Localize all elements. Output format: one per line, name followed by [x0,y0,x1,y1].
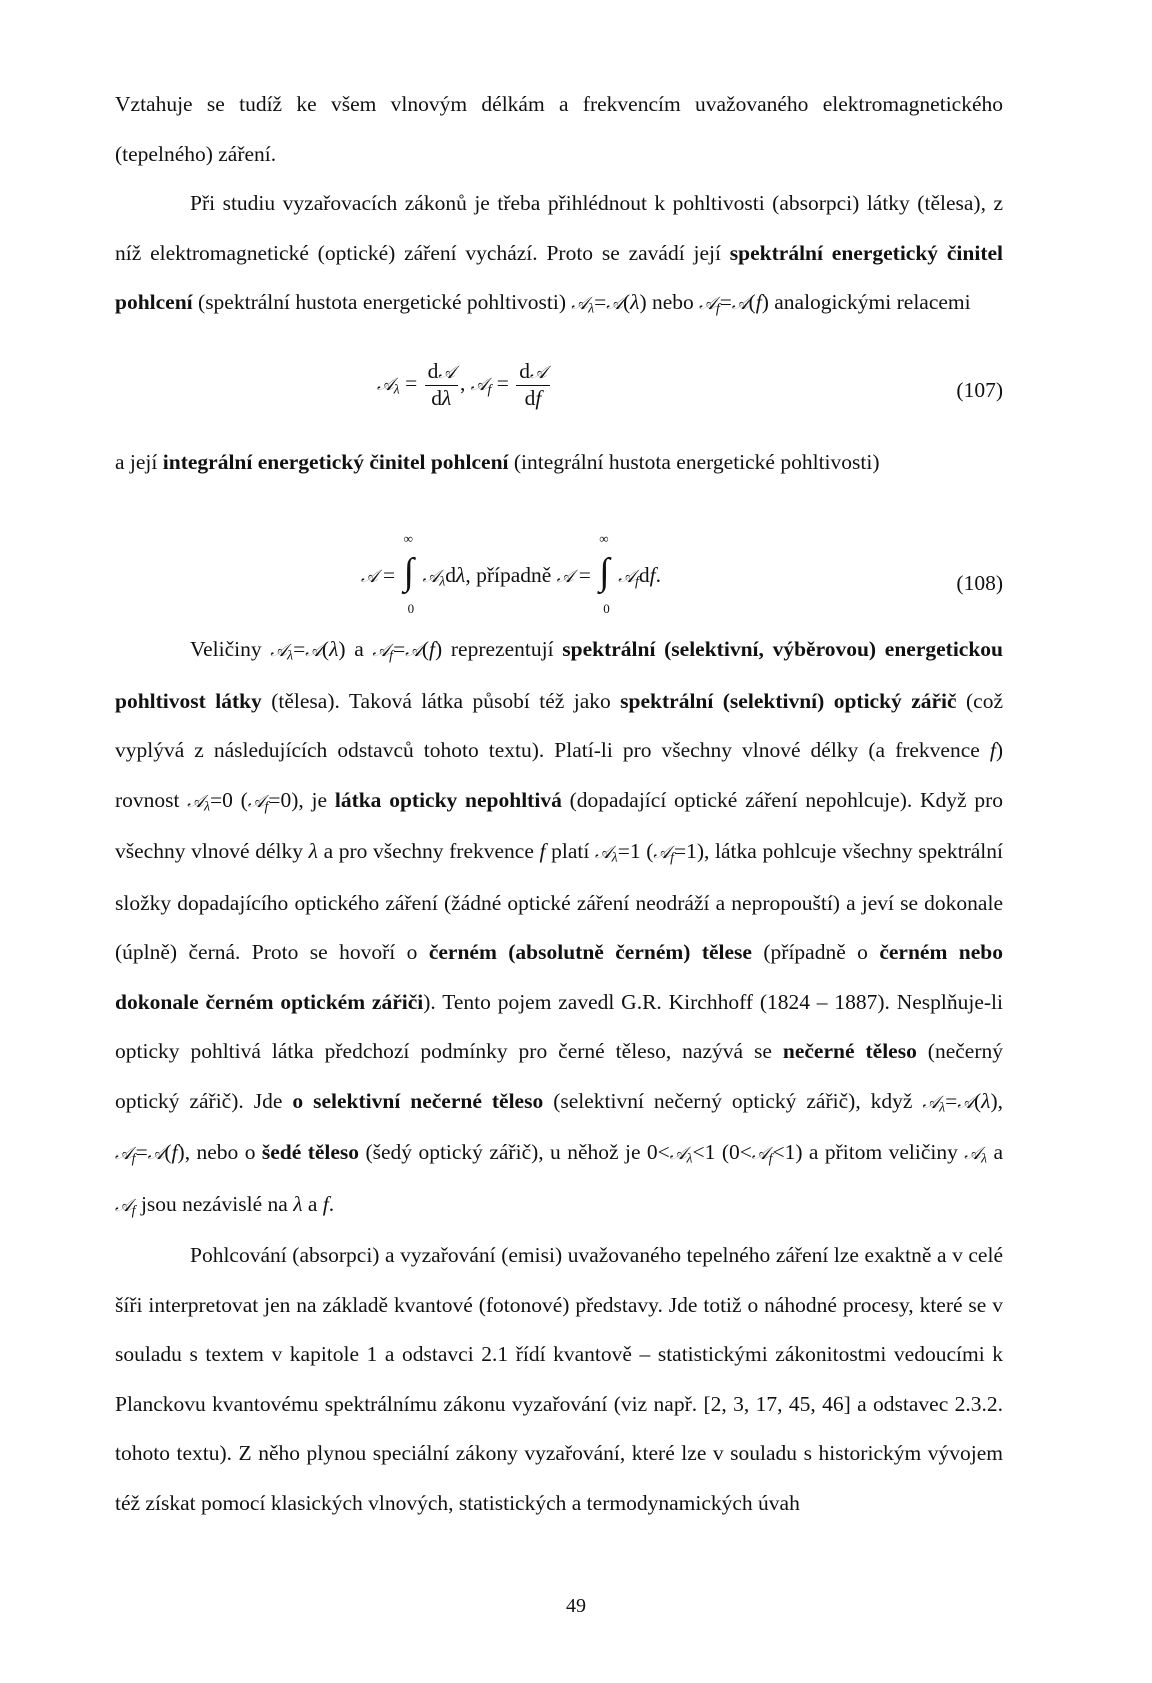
text-span: a [345,637,373,661]
math-symbol: λ [456,562,466,587]
text-block-bottom [115,625,1003,1528]
text-span: , případně [465,562,552,587]
math-symbol: λ [442,385,452,410]
text-span: (nečerný optický zářič). Jde [115,1039,1003,1113]
text-block-p3 [115,438,1003,487]
bold-term: o selektivní nečerné těleso [292,1088,544,1113]
integral-lower-limit: 0 [407,601,415,616]
text-span: (integrální hustota energetické pohltivosti) [508,450,880,474]
text-span: (případně o [751,940,880,964]
integral-symbol: ∫ [403,551,414,593]
math-symbol: f [322,1191,329,1216]
integral-upper-limit: ∞ [403,531,413,546]
text-span: , nebo o [184,1140,262,1164]
bold-term: černém nebo dokonale černém optickém zářiči [115,940,1003,1014]
fraction-dA-dlambda [425,360,458,410]
fraction-dA-df [516,360,549,410]
bold-term: spektrální (selektivní, výběrovou) energetickou pohltivost látky [115,637,1004,713]
math-symbol: ( [164,1140,172,1164]
math-symbol: = [383,562,396,587]
text-span: analogickými relacemi [768,290,971,314]
math-symbol: ( [973,1088,982,1113]
text-span: reprezentují [442,637,563,661]
equation-108 [115,531,1003,616]
math-symbol: f [535,385,542,410]
math-symbol: 𝒜 [405,641,422,661]
math-symbol: < [657,1140,670,1164]
math-symbol: f [264,798,269,814]
math-symbol: f [649,562,656,587]
bold-term: šedé těleso [261,1140,360,1164]
math-symbol: 0 [280,787,292,812]
math-symbol: = [210,787,223,812]
math-symbol: λ [308,839,318,863]
math-symbol: f [755,290,762,314]
text-span: ) a přitom veličiny [795,1140,965,1164]
math-symbol: = [578,562,591,587]
text-span: (tělesa). Taková látka působí též jako [261,688,621,713]
math-symbol: f [389,648,394,664]
bold-term: integrální energetický činitel pohlcení [162,450,509,474]
bold-term: spektrální (selektivní) optický zářič [620,688,957,713]
text-span: ), je [291,787,335,812]
math-symbol: d [445,562,457,587]
math-symbol: λ [981,1088,991,1113]
math-symbol: λ [439,574,446,590]
text-block-top [115,79,1003,330]
math-symbol: < [772,1140,785,1164]
math-symbol: 𝒜 [571,294,589,314]
text-span: (spektrální hustota energetické pohltivosti) [192,290,572,314]
math-symbol: 1 [704,1140,716,1164]
math-symbol: = [719,290,732,314]
math-symbol: λ [980,1151,988,1167]
equation-number: (107) [956,378,1003,402]
math-symbol: d [638,562,650,587]
text-span: (dopadající optické záření nepohlcuje). Když pro všechny vlnové délky [115,787,1003,863]
math-symbol: = [673,839,687,863]
integral-sign [597,531,617,616]
math-symbol: = [945,1088,958,1113]
math-symbol: , [460,371,466,396]
page-number: 49 [566,1595,586,1617]
text-span: Vztahuje se tudíž ke všem vlnovým délkám a frekvencím uvažovaného elektromagnetického (tepelného) záření. [115,92,1003,166]
text-span: ), látka pohlcuje všechny spektrální složky dopadajícího optického záření (žádné optické záření neodráží a nepropouští) a jeví se dokonale (úplně) černá. Proto se hovoří o [115,839,1003,964]
math-symbol: . [655,562,661,587]
paragraph-3 [115,438,1003,487]
math-symbol: f [131,1202,136,1218]
math-symbol: f [539,839,546,863]
math-symbol: 𝒜 [957,1092,974,1113]
text-span: a její [115,450,163,474]
paragraph-5 [115,1231,1003,1528]
math-symbol: 𝒜 [530,363,547,383]
math-symbol: ) [639,290,647,314]
math-symbol: 1 [629,839,641,863]
math-symbol: 𝒜 [115,1144,132,1164]
text-span: nebo [646,290,700,314]
math-symbol: f [131,1151,136,1167]
text-span: ). Tento pojem zavedl G.R. Kirchhoff (1824 – 1887). Nesplňuje-li opticky pohltivá látka předchozí podmínky pro černé těleso, nazývá se [115,989,1003,1063]
bold-term: černém (absolutně černém) tělese [428,940,752,964]
math-symbol: = [594,290,607,314]
text-span: . [328,1191,335,1216]
integral-sign [402,531,422,616]
math-symbol: ( [748,290,756,314]
math-symbol: ( [622,290,631,314]
paragraph-2 [115,179,1003,330]
math-symbol: ) [761,290,769,314]
text-span: ( [715,1140,729,1164]
equation-107 [115,360,1003,420]
math-symbol: = [268,787,281,812]
math-symbol: λ [611,850,618,866]
math-symbol: λ [293,1191,303,1216]
text-span: (selektivní nečerný optický zářič), když [543,1088,923,1113]
math-symbol: 𝒜 [751,1144,769,1164]
math-symbol: 0 [646,1140,658,1164]
math-symbol: λ [686,1151,693,1167]
paragraph-1 [115,79,1003,179]
math-symbol: λ [329,637,339,661]
math-symbol: d [431,385,443,410]
math-symbol: 𝒜 [305,641,322,661]
equation-107-body [377,360,552,410]
text-span: Při studiu vyzařovacích zákonů je třeba přihlédnout k pohltivosti (absorpci) látky (tělesa), z níž elektromagnetické (optické) záření vychází. Proto se zavádí její [115,191,1003,265]
math-symbol: 𝒜 [669,1144,687,1164]
math-symbol: = [293,637,306,661]
math-symbol: 𝒜 [618,566,635,587]
math-symbol: 𝒜 [438,363,456,383]
math-symbol: 𝒜 [653,843,671,863]
math-symbol: λ [203,798,210,814]
integral-lower-limit: 0 [603,601,610,616]
math-symbol: 0 [222,787,233,812]
math-symbol: 1 [686,839,697,863]
math-symbol: = [405,371,418,396]
math-symbol: 1 [784,1140,796,1164]
math-symbol: = [393,637,406,661]
math-symbol: 𝒜 [147,1144,165,1164]
math-symbol: 𝒜 [556,566,574,587]
math-symbol: ) [177,1140,185,1164]
math-symbol: λ [393,382,400,398]
math-symbol: 𝒜 [731,294,749,314]
bold-term: látka opticky nepohltivá [334,787,562,812]
math-symbol: ) [435,637,443,661]
text-span: , [997,1088,1004,1113]
math-symbol: f [429,637,436,661]
math-symbol: 𝒜 [187,791,204,812]
math-symbol: f [487,382,492,398]
math-symbol: f [171,1140,178,1164]
math-symbol: λ [630,290,640,314]
math-symbol: d [427,359,439,383]
paragraph-4 [115,625,1003,1231]
math-symbol: ( [421,637,430,661]
text-span: Pohlcování (absorpci) a vyzařování (emisi) uvažovaného tepelného záření lze exaktně a v celé šíři interpretovat jen na základě kvantové (fotonové) představy. Jde totiž o náhodné procesy, které se v souladu s textem v kapitole 1 a odstavci 2.1 řídí kvantově – statistickými zákonitostmi vedoucími k Planckovu kvantovému spektrálnímu zákonu vyzařování (viz např. [2, 3, 17, 45, 46] a odstavec 2.3.2. tohoto textu). Z něho plynou speciální zákony vyzařování, které lze v souladu s historickým vývojem též získat pomocí klasických vlnových, statistických a termodynamických úvah [115,1243,1003,1515]
math-symbol: λ [588,301,595,317]
math-symbol: f [989,738,996,762]
math-symbol: 𝒜 [377,375,394,396]
math-symbol: = [496,371,509,396]
math-symbol: 𝒜 [470,375,488,396]
text-span: jsou nezávislé na [135,1191,294,1216]
equation-108-body [361,531,661,616]
text-span: platí [545,839,595,863]
text-span: (šedý optický zářič), u něhož je [359,1140,647,1164]
math-symbol: 𝒜 [115,1195,132,1216]
math-symbol: 𝒜 [422,566,440,587]
math-symbol: ( [321,637,330,661]
math-symbol: 𝒜 [270,641,288,661]
math-symbol: 𝒜 [247,791,265,812]
math-symbol: λ [287,648,294,664]
math-symbol: f [670,850,674,866]
math-symbol: 𝒜 [372,641,390,661]
text-span: ) rovnost [115,738,1003,812]
math-symbol: = [135,1140,148,1164]
bold-term: nečerné těleso [782,1039,917,1063]
math-symbol: 0 [729,1140,740,1164]
text-span: ( [232,787,248,812]
text-span: ( [640,839,654,863]
math-symbol: 𝒜 [606,294,623,314]
math-symbol: ) [338,637,346,661]
text-span: a [987,1140,1003,1164]
bold-term: spektrální energetický činitel pohlcení [115,240,1003,314]
math-symbol: λ [939,1099,946,1115]
math-symbol: 𝒜 [594,843,612,863]
text-span: a [302,1191,323,1216]
math-symbol: f [634,574,639,590]
math-symbol: d [524,385,536,410]
integral-symbol: ∫ [599,551,610,593]
text-span: (což vyplývá z následujících odstavců tohoto textu). Platí-li pro všechny vlnové délky (a frekvence [115,688,1003,762]
integral-upper-limit: ∞ [599,531,609,546]
math-symbol: 𝒜 [361,566,378,587]
text-span: a pro všechny frekvence [317,839,540,863]
math-symbol: < [692,1140,705,1164]
math-symbol: 𝒜 [922,1092,940,1113]
math-symbol: 𝒜 [964,1144,981,1164]
math-symbol: 𝒜 [699,294,716,314]
equation-number: (108) [956,571,1003,595]
text-span: Veličiny [190,637,271,661]
math-symbol: = [617,839,630,863]
math-symbol: f [768,1151,773,1167]
math-symbol: d [519,359,530,383]
math-symbol: f [715,301,720,317]
math-symbol: < [739,1140,752,1164]
math-symbol: ) [990,1088,998,1113]
